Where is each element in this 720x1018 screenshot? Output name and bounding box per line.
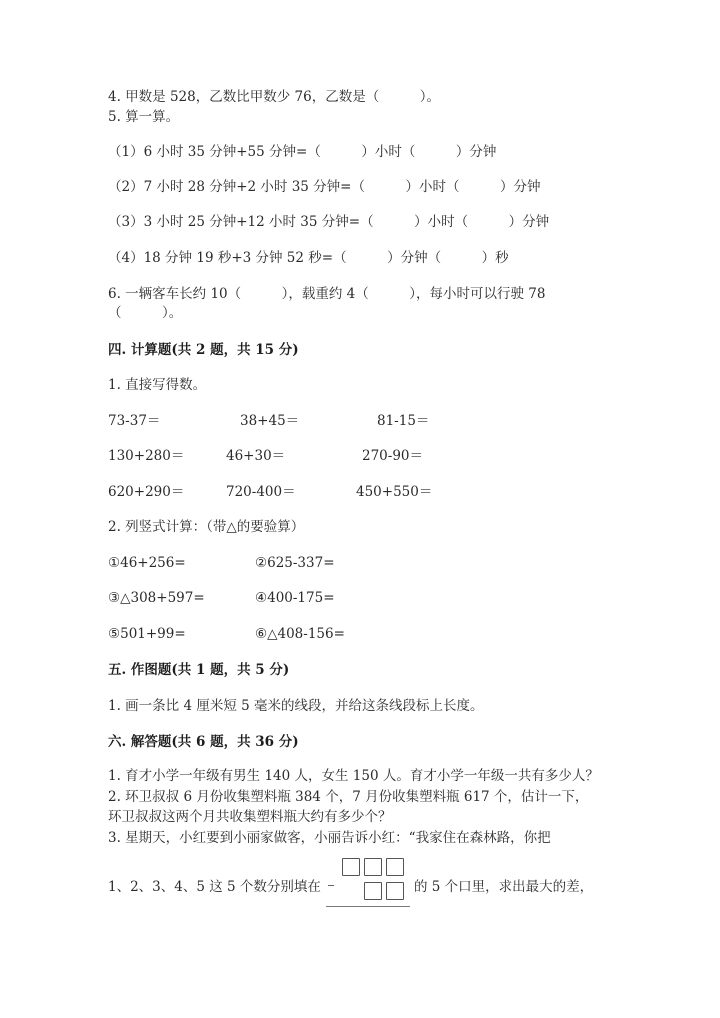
section-6-q3-line-2-after: 的 5 个口里，求出最大的差， <box>414 879 594 895</box>
question-5: 5. 算一算。 <box>108 109 180 125</box>
vertical-calc-1: ①46+256= <box>108 555 186 571</box>
question-5-item-2: （2）7 小时 28 分钟+2 小时 35 分钟=（ ）小时（ ）分钟 <box>108 179 541 195</box>
section-6-q3-line-1: 3. 星期天，小红要到小丽家做客，小丽告诉小红：“我家住在森林路，你把 <box>108 830 551 846</box>
section-4-heading: 四. 计算题(共 2 题，共 15 分) <box>108 342 299 358</box>
subtraction-box-diagram <box>326 858 412 910</box>
digit-box <box>386 858 404 876</box>
vertical-calc-2: ②625-337= <box>255 555 335 571</box>
oral-calc-r2c1: 130+280＝ <box>108 448 185 464</box>
minus-sign <box>328 885 334 886</box>
section-6-q1: 1. 育才小学一年级有男生 140 人，女生 150 人。育才小学一年级一共有多少人？ <box>108 768 599 784</box>
question-6-line-2: （ ）。 <box>108 305 183 321</box>
section-4-q2-title: 2. 列竖式计算：（带△的要验算） <box>108 519 305 535</box>
section-6-q2-line-1: 2. 环卫叔叔 6 月份收集塑料瓶 384 个，7 月份收集塑料瓶 617 个，估计一下， <box>108 789 589 805</box>
section-5-q1: 1. 画一条比 4 厘米短 5 毫米的线段，并给这条线段标上长度。 <box>108 698 484 714</box>
section-6-q2-line-2: 环卫叔叔这两个月共收集塑料瓶大约有多少个？ <box>108 809 392 825</box>
digit-box <box>364 858 382 876</box>
question-4: 4. 甲数是 528，乙数比甲数少 76，乙数是（ ）。 <box>108 89 440 105</box>
question-6-line-1: 6. 一辆客车长约 10（ ），载重约 4（ ），每小时可以行驶 78 <box>108 286 546 302</box>
oral-calc-r1c1: 73-37＝ <box>108 413 161 429</box>
vertical-calc-3: ③△308+597= <box>108 590 205 606</box>
section-6-q3-line-2-before: 1、2、3、4、5 这 5 个数分别填在 <box>108 879 321 895</box>
result-line <box>326 906 410 907</box>
oral-calc-r1c3: 81-15＝ <box>377 413 430 429</box>
section-5-heading: 五. 作图题(共 1 题，共 5 分) <box>108 662 290 678</box>
digit-box <box>342 858 360 876</box>
vertical-calc-4: ④400-175= <box>255 590 335 606</box>
oral-calc-r3c1: 620+290＝ <box>108 484 185 500</box>
oral-calc-r1c2: 38+45＝ <box>240 413 300 429</box>
digit-box <box>386 882 404 900</box>
question-5-item-3: （3）3 小时 25 分钟+12 小时 35 分钟=（ ）小时（ ）分钟 <box>108 214 550 230</box>
oral-calc-r3c2: 720-400＝ <box>226 484 296 500</box>
oral-calc-r2c3: 270-90＝ <box>362 448 424 464</box>
oral-calc-r2c2: 46+30＝ <box>226 448 286 464</box>
oral-calc-r3c3: 450+550＝ <box>356 484 433 500</box>
vertical-calc-5: ⑤501+99= <box>108 626 186 642</box>
question-5-item-1: （1）6 小时 35 分钟+55 分钟=（ ）小时（ ）分钟 <box>108 144 497 160</box>
vertical-calc-6: ⑥△408-156= <box>255 626 345 642</box>
question-5-item-4: （4）18 分钟 19 秒+3 分钟 52 秒=（ ）分钟（ ）秒 <box>108 250 509 266</box>
digit-box <box>364 882 382 900</box>
section-6-heading: 六. 解答题(共 6 题，共 36 分) <box>108 734 299 750</box>
section-4-q1-title: 1. 直接写得数。 <box>108 377 207 393</box>
